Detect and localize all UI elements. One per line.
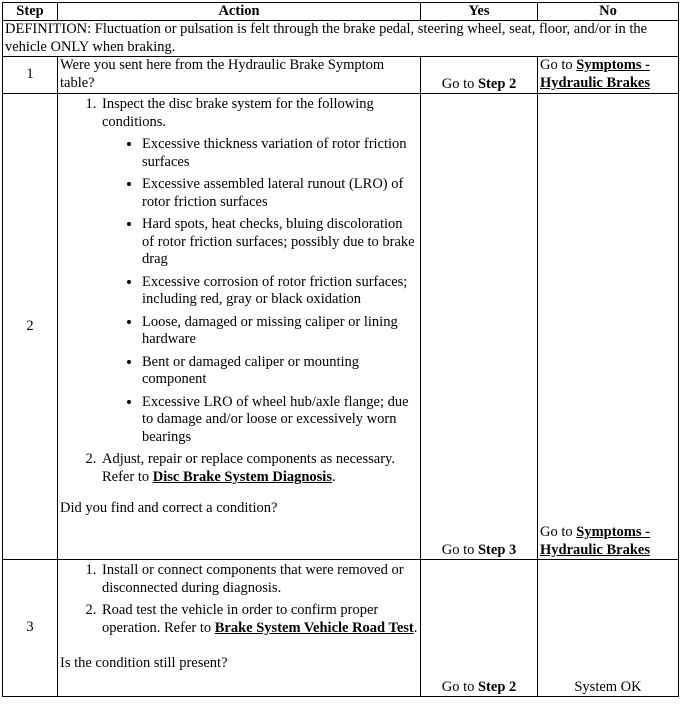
yes-cell xyxy=(421,94,538,560)
yes-prefix: Go to xyxy=(441,678,478,695)
header-row xyxy=(3,3,679,21)
procedure-list xyxy=(60,96,418,486)
yes-prefix: Go to xyxy=(441,75,478,92)
road-test-link[interactable]: Brake System Vehicle Road Test xyxy=(214,619,414,636)
action-cell xyxy=(58,94,421,560)
list-item: • Bent or damaged caliper or mounting component xyxy=(142,354,418,389)
yes-step-link[interactable]: Step 3 xyxy=(477,541,517,558)
action-cell xyxy=(58,560,421,697)
no-cell xyxy=(538,57,679,94)
table-row xyxy=(3,94,679,560)
no-prefix: Go to xyxy=(540,57,577,73)
step-number: 2 xyxy=(3,94,58,560)
step-question: Is the condition still present? xyxy=(60,655,228,671)
list-item: • Excessive corrosion of rotor friction surfaces; including red, gray or black oxidation xyxy=(142,274,418,309)
procedure-suffix: . xyxy=(413,619,418,636)
no-prefix: Go to xyxy=(540,524,577,540)
condition-list xyxy=(102,136,418,446)
table-row xyxy=(3,560,679,697)
step-number: 1 xyxy=(3,57,58,94)
procedure-item xyxy=(100,96,418,446)
step-number: 3 xyxy=(3,560,58,697)
no-cell xyxy=(538,94,679,560)
procedure-item: 1. Install or connect components that were removed or disconnected during diagnosis. xyxy=(100,562,418,597)
diagnostic-table xyxy=(2,2,679,697)
system-ok-text: System OK xyxy=(574,678,642,695)
header-action: Action xyxy=(58,3,421,21)
yes-cell xyxy=(421,57,538,94)
step-question: Were you sent here from the Hydraulic Brake Symptom table? xyxy=(60,57,385,91)
step-question: Did you find and correct a condition? xyxy=(60,500,278,516)
procedure-suffix: . xyxy=(331,468,336,485)
table-row xyxy=(3,57,679,94)
procedure-text: Inspect the disc brake system for the following conditions. xyxy=(102,96,374,130)
symptoms-hydraulic-brakes-link[interactable]: Symptoms - Hydraulic Brakes xyxy=(540,57,650,91)
disc-brake-diagnosis-link[interactable]: Disc Brake System Diagnosis xyxy=(152,468,332,485)
list-item: • Excessive LRO of wheel hub/axle flange; due to damage and/or loose or excessively worn bearings xyxy=(142,394,418,447)
yes-step-link[interactable]: Step 2 xyxy=(477,75,517,92)
yes-prefix: Go to xyxy=(441,541,478,558)
header-yes: Yes xyxy=(421,3,538,21)
action-cell xyxy=(58,57,421,94)
list-item: • Hard spots, heat checks, bluing discoloration of rotor friction surfaces; possibly due to brake drag xyxy=(142,216,418,269)
procedure-list xyxy=(60,562,418,637)
procedure-item xyxy=(100,602,418,637)
procedure-item xyxy=(100,451,418,486)
definition-text: DEFINITION: Fluctuation or pulsation is felt through the brake pedal, steering wheel, seat, floor, and/or in the vehicle ONLY when braking. xyxy=(3,21,679,57)
procedure-text: Road test the vehicle in order to confirm proper operation. Refer to xyxy=(102,602,379,636)
list-item: • Loose, damaged or missing caliper or lining hardware xyxy=(142,314,418,349)
procedure-text: Adjust, repair or replace components as necessary. Refer to xyxy=(102,451,395,485)
header-step: Step xyxy=(3,3,58,21)
symptoms-hydraulic-brakes-link[interactable]: Symptoms - Hydraulic Brakes xyxy=(540,524,650,558)
header-no: No xyxy=(538,3,679,21)
list-item: • Excessive assembled lateral runout (LRO) of rotor friction surfaces xyxy=(142,176,418,211)
definition-row xyxy=(3,21,679,57)
list-item: • Excessive thickness variation of rotor friction surfaces xyxy=(142,136,418,171)
no-cell xyxy=(538,560,679,697)
yes-step-link[interactable]: Step 2 xyxy=(477,678,517,695)
yes-cell xyxy=(421,560,538,697)
